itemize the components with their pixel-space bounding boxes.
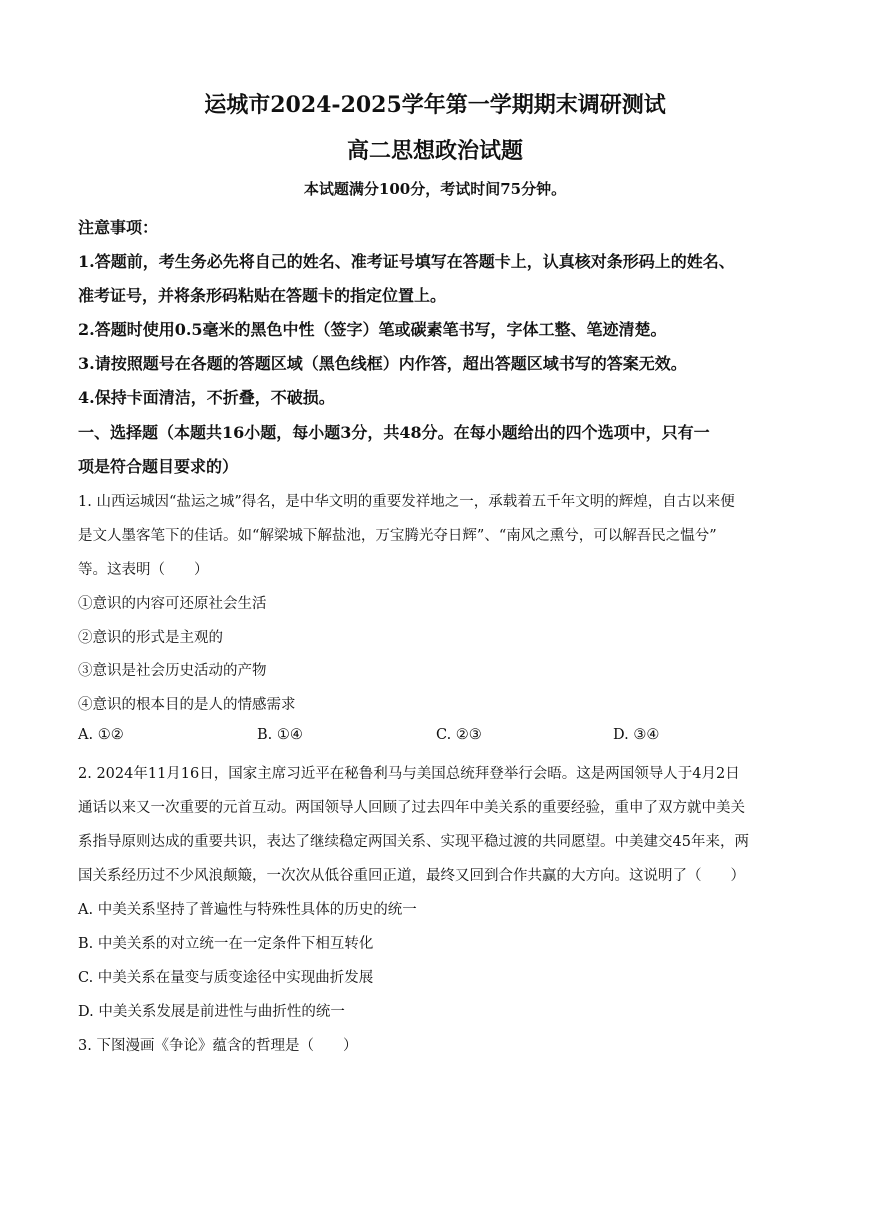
q1-stem-line: 1. 山西运城因“盐运之城”得名，是中华文明的重要发祥地之一，承载着五千年文明的辉煌，自古以来便 (78, 494, 735, 510)
q2-stem-line: 通话以来又一次重要的元首互动。两国领导人回顾了过去四年中美关系的重要经验，重申了双方就中美关 (78, 800, 745, 816)
q1-stem-line: 是文人墨客笔下的佳话。如“解梁城下解盐池，万宝腾光夺日辉”、“南风之熏兮，可以解吾民之愠兮” (78, 528, 717, 544)
q1-stem-line: 等。这表明（ ） (78, 562, 209, 578)
note-line: 1.答题前，考生务必先将自己的姓名、准考证号填写在答题卡上，认真核对条形码上的姓名、 (78, 252, 735, 271)
notes-heading: 注意事项： (78, 218, 159, 237)
q2-option-d: D. 中美关系发展是前进性与曲折性的统一 (78, 1004, 345, 1020)
exam-subject-title: 高二思想政治试题 (346, 138, 523, 164)
q1-item: ①意识的内容可还原社会生活 (78, 596, 267, 612)
q1-option-d: D. ③④ (613, 727, 660, 743)
q1-option-b: B. ①④ (257, 727, 303, 743)
q2-option-a: A. 中美关系坚持了普遍性与特殊性具体的历史的统一 (78, 902, 417, 918)
q1-option-a: A. ①② (78, 727, 124, 743)
exam-info: 本试题满分100分，考试时间75分钟。 (303, 180, 567, 198)
section-heading: 一、选择题（本题共16小题，每小题3分，共48分。在每小题给出的四个选项中，只有一 (78, 423, 710, 442)
q1-item: ②意识的形式是主观的 (78, 630, 223, 646)
note-line: 准考证号，并将条形码粘贴在答题卡的指定位置上。 (78, 286, 447, 305)
q1-item: ③意识是社会历史活动的产物 (78, 663, 267, 679)
note-line: 3.请按照题号在各题的答题区域（黑色线框）内作答，超出答题区域书写的答案无效。 (78, 354, 687, 373)
q2-stem-line: 2. 2024年11月16日，国家主席习近平在秘鲁利马与美国总统拜登举行会晤。这是两国领导人于4月2日 (78, 766, 740, 782)
q2-option-b: B. 中美关系的对立统一在一定条件下相互转化 (78, 936, 374, 952)
note-line: 4.保持卡面清洁，不折叠，不破损。 (78, 388, 335, 407)
q2-stem-line: 国关系经历过不少风浪颠簸，一次次从低谷重回正道，最终又回到合作共赢的大方向。这说明了（ ） (78, 868, 745, 884)
exam-title: 运城市2024-2025学年第一学期期末调研测试 (204, 92, 666, 118)
q2-option-c: C. 中美关系在量变与质变途径中实现曲折发展 (78, 970, 374, 986)
section-heading: 项是符合题目要求的） (78, 457, 239, 476)
note-line: 2.答题时使用0.5毫米的黑色中性（签字）笔或碳素笔书写，字体工整、笔迹清楚。 (78, 320, 667, 339)
q3-stem: 3. 下图漫画《争论》蕴含的哲理是（ ） (78, 1038, 358, 1054)
q1-item: ④意识的根本目的是人的情感需求 (78, 697, 296, 713)
q1-option-c: C. ②③ (436, 727, 482, 743)
q2-stem-line: 系指导原则达成的重要共识，表达了继续稳定两国关系、实现平稳过渡的共同愿望。中美建交45年来，两 (78, 834, 749, 850)
